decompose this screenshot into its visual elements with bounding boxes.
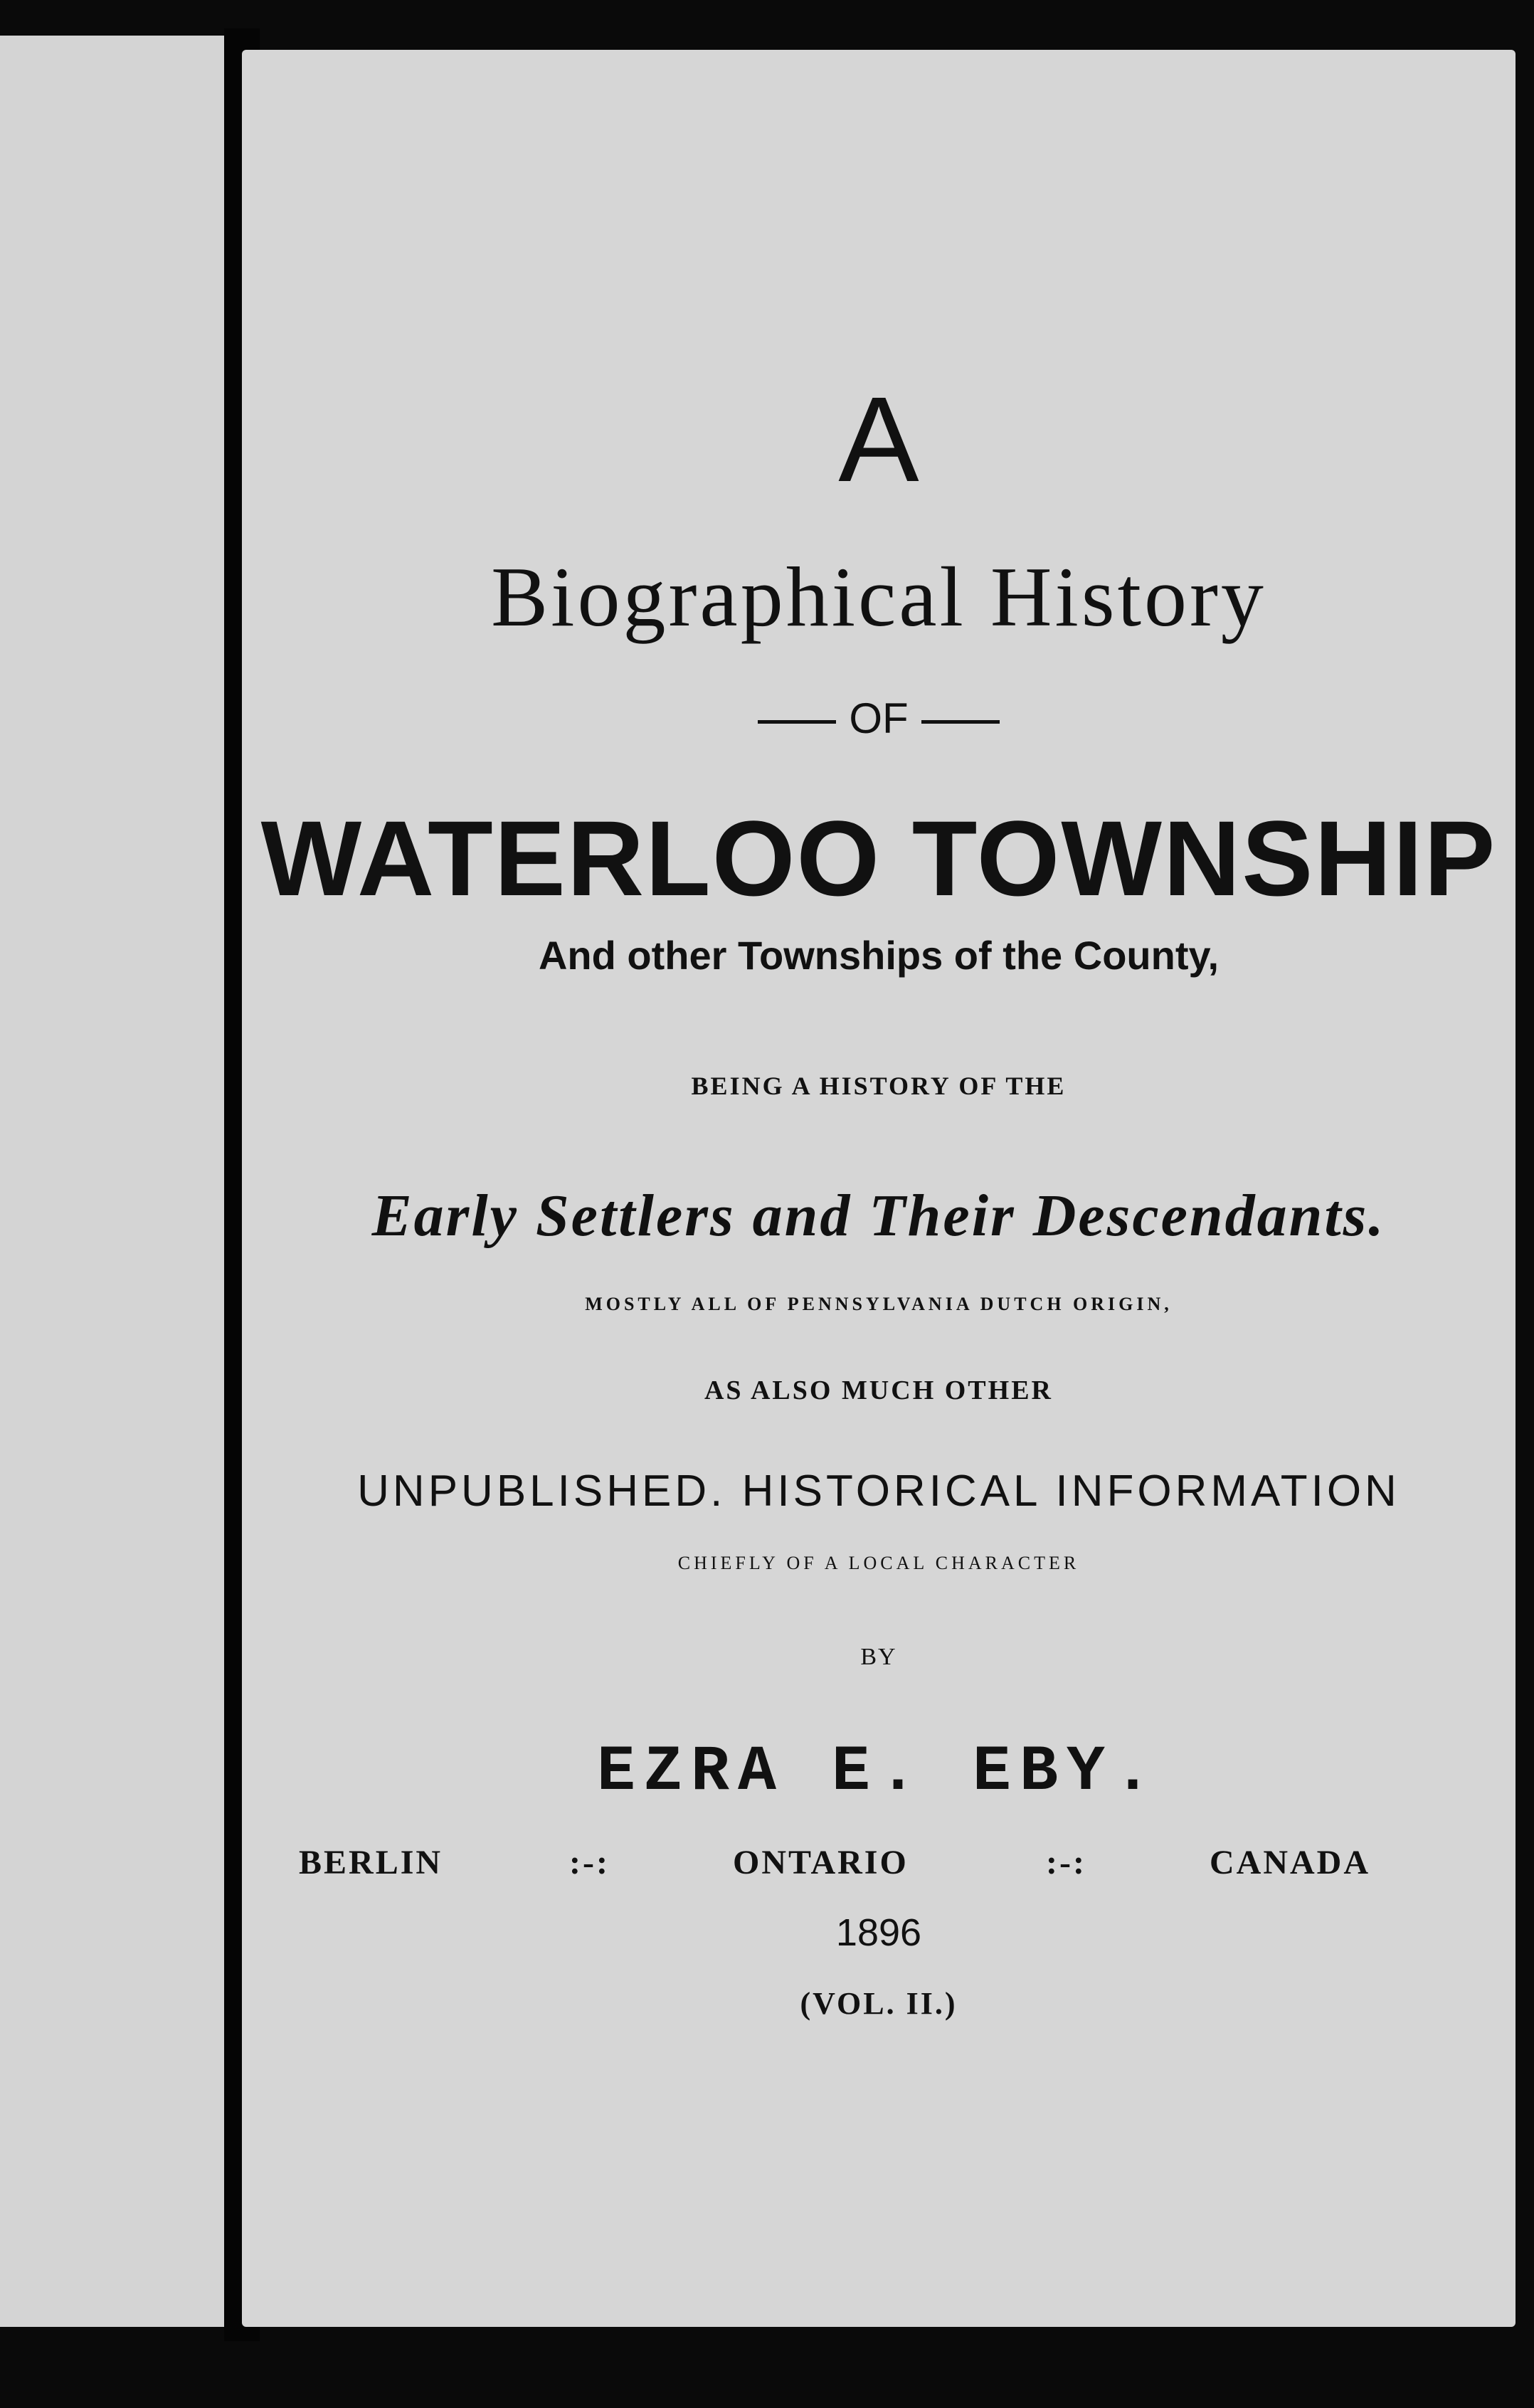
place-country: CANADA [1210, 1844, 1370, 1881]
place-city: BERLIN [299, 1844, 443, 1881]
volume-number: (VOL. II.) [800, 1986, 958, 2021]
title-waterloo-township: WATERLOO TOWNSHIP [260, 798, 1497, 918]
subtitle-local-character: CHIEFLY OF A LOCAL CHARACTER [677, 1553, 1080, 1573]
by-line: BY [860, 1644, 897, 1670]
right-rule [921, 720, 1000, 724]
place-province: ONTARIO [733, 1844, 909, 1881]
publication-year: 1896 [835, 1911, 922, 1954]
of-word: OF [849, 695, 909, 742]
subtitle-early-settlers: Early Settlers and Their Descendants. [371, 1183, 1386, 1249]
subtitle-being-history: BEING A HISTORY OF THE [691, 1072, 1067, 1100]
subtitle-other-townships: And other Townships of the County, [538, 933, 1220, 978]
title-article: A [838, 372, 919, 507]
title-of [242, 694, 1516, 743]
subtitle-as-also: AS ALSO MUCH OTHER [704, 1375, 1054, 1405]
place-separator-2: :-: [1046, 1844, 1086, 1881]
subtitle-unpublished-information: UNPUBLISHED. HISTORICAL INFORMATION [357, 1467, 1400, 1516]
place-separator-1: :-: [569, 1844, 610, 1881]
facing-page [0, 36, 224, 2327]
title-line-biographical-history: Biographical History [491, 549, 1266, 644]
left-rule [758, 720, 836, 724]
author-name: EZRA E. EBY. [596, 1736, 1161, 1809]
subtitle-pennsylvania-dutch: MOSTLY ALL OF PENNSYLVANIA DUTCH ORIGIN, [585, 1294, 1173, 1314]
